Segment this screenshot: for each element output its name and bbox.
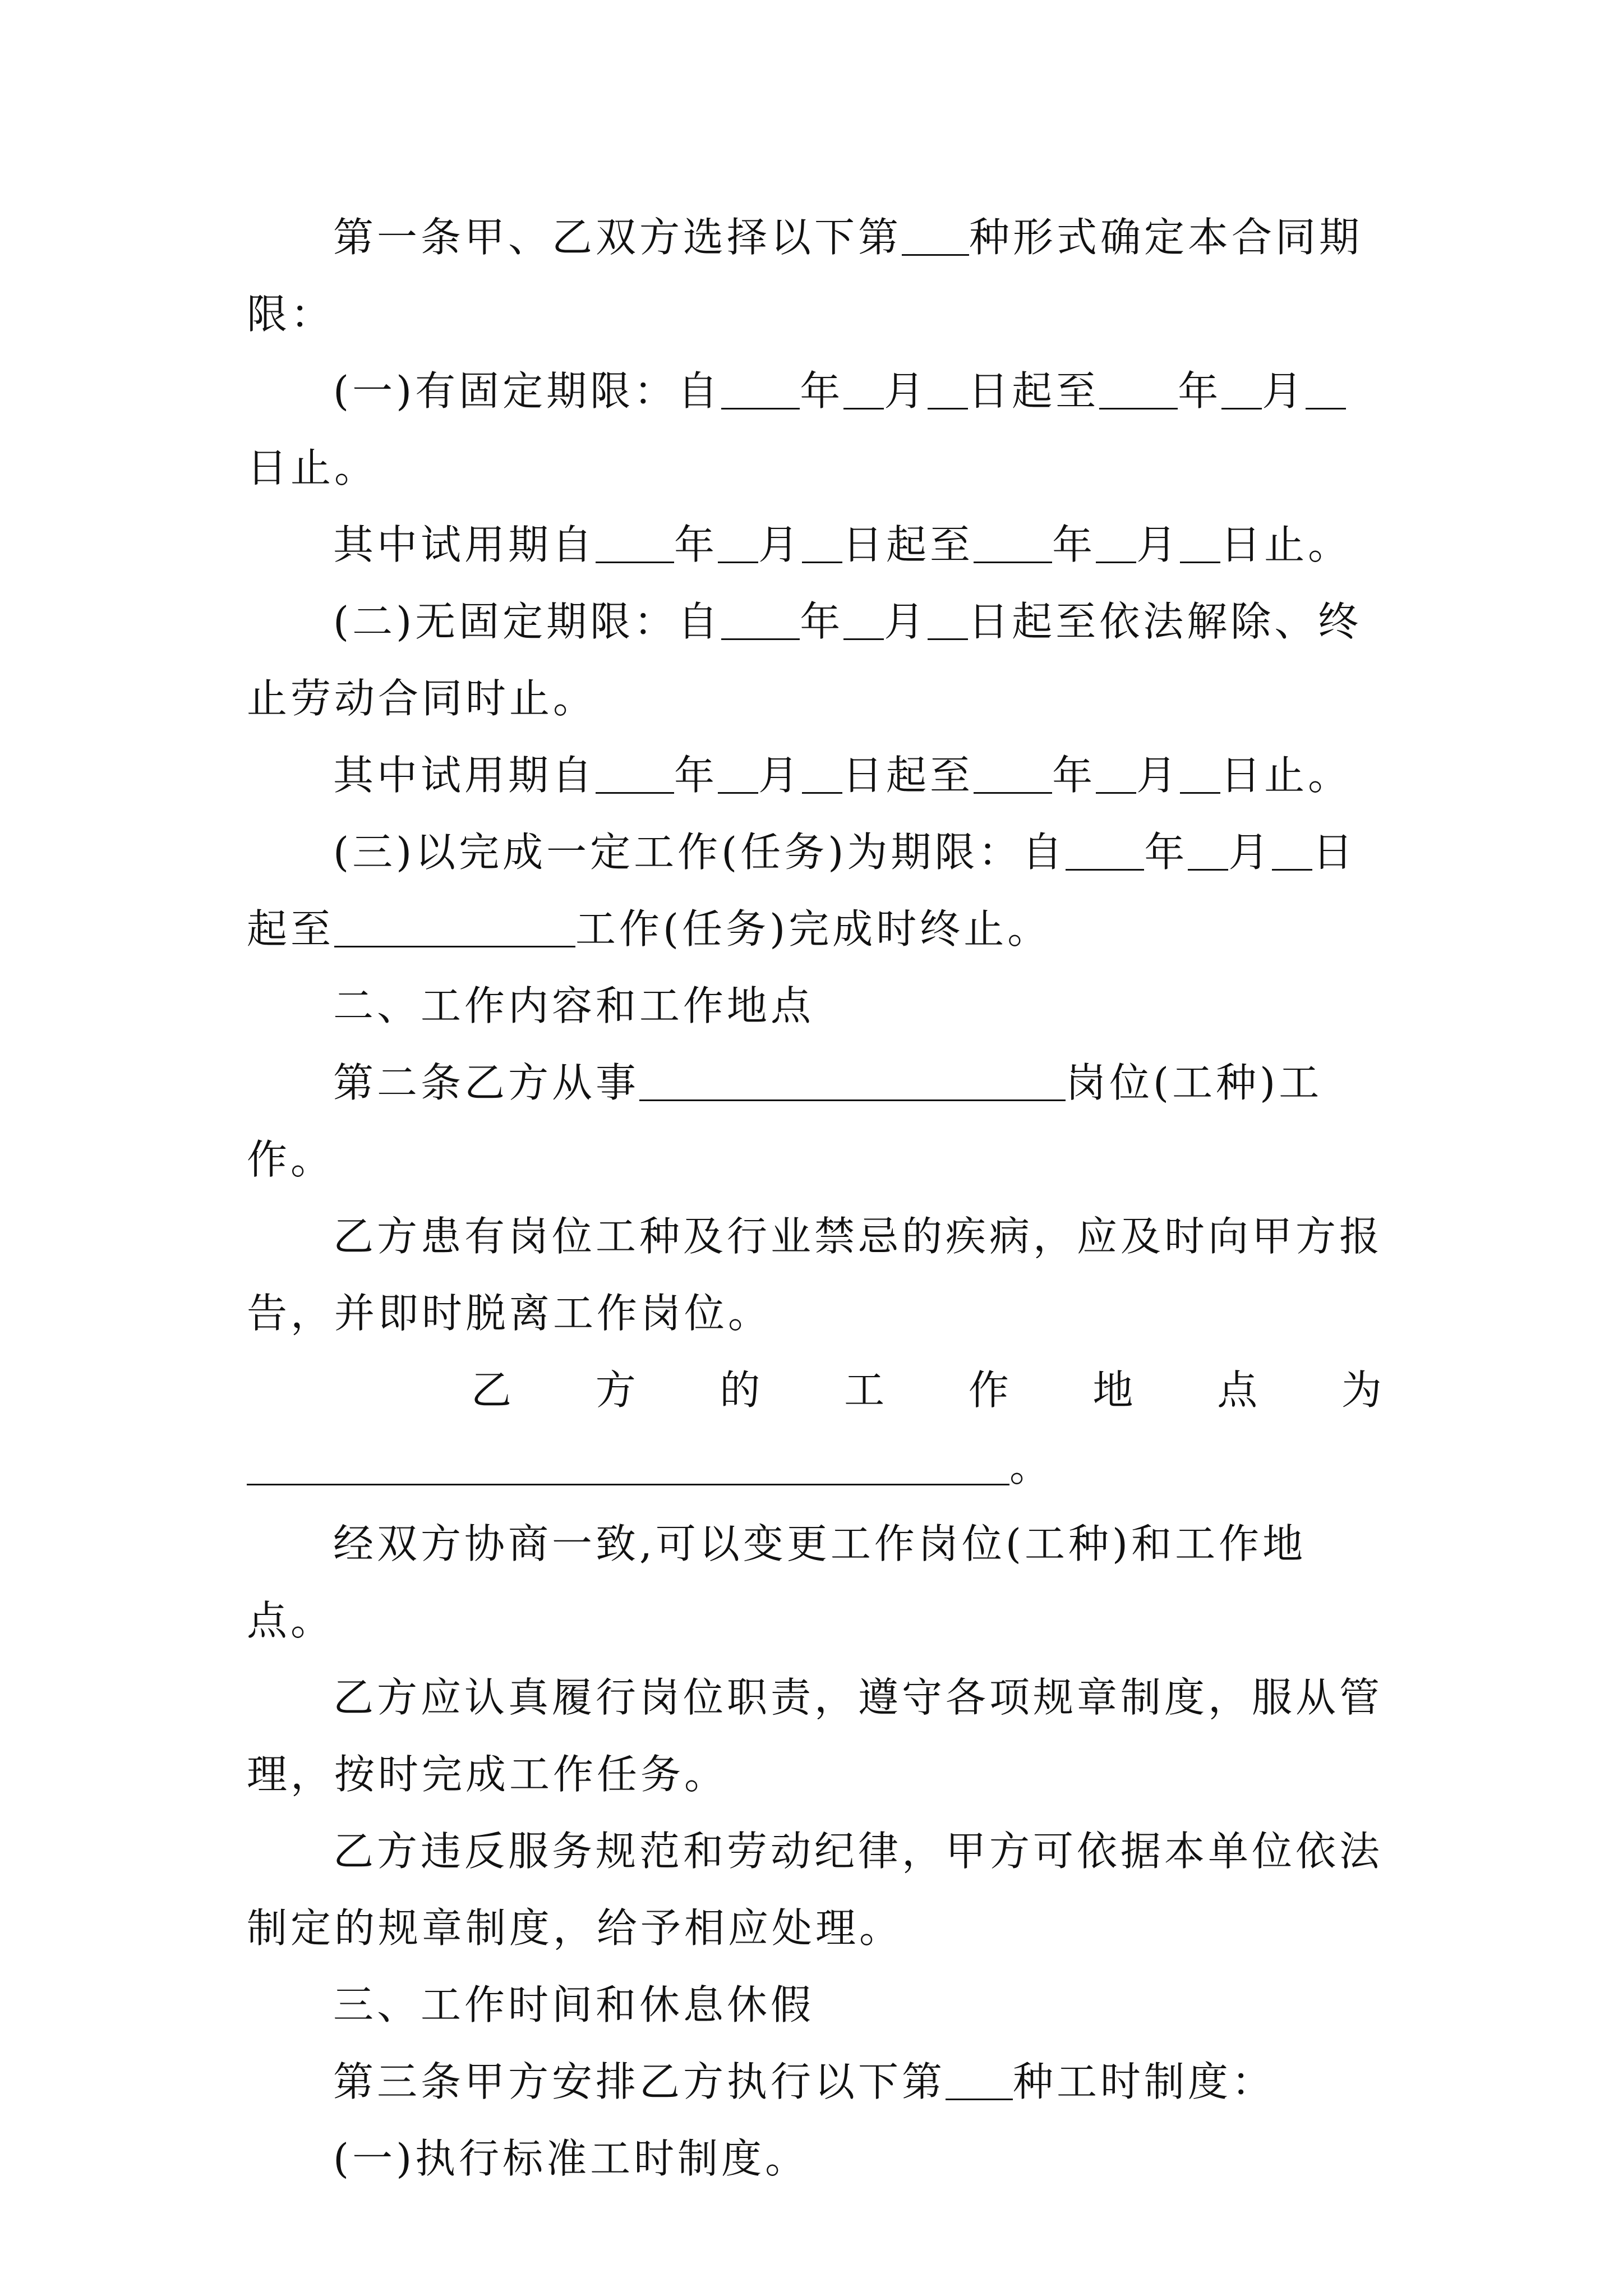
blank-field xyxy=(1221,374,1262,409)
paragraph-disease-report: 乙方患有岗位工种及行业禁忌的疾病，应及时向甲方报告，并即时脱离工作岗位。 xyxy=(247,1213,1384,1337)
blank-field xyxy=(974,758,1052,794)
blank-field xyxy=(1272,835,1312,871)
section-heading-working-hours: 三、工作时间和休息休假 xyxy=(333,1981,815,2028)
paragraph-probation-1: 其中试用期自 年 月 日起至 年 月 日止。 xyxy=(333,521,1352,568)
blank-field xyxy=(1096,758,1136,794)
blank-field xyxy=(721,374,800,409)
blank-field xyxy=(843,374,884,409)
blank-field xyxy=(1306,374,1346,409)
paragraph-article-3: 第三条甲方安排乙方执行以下第 种工时制度： xyxy=(333,2058,1276,2105)
blank-field xyxy=(802,528,842,563)
blank-field xyxy=(247,1450,1009,1485)
paragraph-open-term: (二)无固定期限：自 年 月 日起至依法解除、终止劳动合同时止。 xyxy=(247,598,1362,722)
paragraph-task-term: (三)以完成一定工作(任务)为期限：自 年 月 日起至 工作(任务)完成时终止。 xyxy=(247,829,1357,953)
paragraph-change-by-agreement: 经双方协商一致,可以变更工作岗位(工种)和工作地点。 xyxy=(247,1520,1307,1644)
blank-field xyxy=(1099,374,1178,409)
paragraph-article-1: 第一条甲、乙双方选择以下第 种形式确定本合同期限： xyxy=(247,214,1363,338)
blank-field xyxy=(721,605,800,640)
blank-field xyxy=(946,2065,1013,2100)
blank-field xyxy=(639,1066,1066,1101)
paragraph-work-location xyxy=(247,1352,1385,1506)
blank-field xyxy=(1066,835,1144,871)
paragraph-article-2: 第二条乙方从事 岗位(工种)工作。 xyxy=(247,1059,1323,1183)
work-location-blank-line: 。 xyxy=(247,1429,1385,1506)
blank-field xyxy=(843,605,884,640)
blank-field xyxy=(928,605,968,640)
blank-field xyxy=(928,374,968,409)
blank-field xyxy=(902,220,969,256)
blank-field xyxy=(596,758,674,794)
blank-field xyxy=(1180,528,1220,563)
paragraph-probation-2: 其中试用期自 年 月 日起至 年 月 日止。 xyxy=(333,752,1352,799)
paragraph-discipline: 乙方违反服务规范和劳动纪律，甲方可依据本单位依法制定的规章制度，给予相应处理。 xyxy=(247,1828,1384,1952)
blank-field xyxy=(334,912,575,947)
work-location-spread-line: 乙 方 的 工 作 地 点 为 xyxy=(471,1366,1385,1414)
paragraph-fixed-term: (一)有固定期限：自 年 月 日起至 年 月日止。 xyxy=(247,353,1385,507)
paragraph-duties: 乙方应认真履行岗位职责，遵守各项规章制度，服从管理，按时完成工作任务。 xyxy=(247,1674,1384,1798)
paragraph-standard-hours: (一)执行标准工时制度。 xyxy=(333,2135,809,2182)
blank-field xyxy=(1188,835,1228,871)
blank-field xyxy=(1096,528,1136,563)
section-heading-work-content: 二、工作内容和工作地点 xyxy=(333,982,815,1029)
blank-field xyxy=(718,528,758,563)
document-body xyxy=(247,199,1385,2197)
blank-field xyxy=(974,528,1052,563)
blank-field xyxy=(1180,758,1220,794)
blank-field xyxy=(802,758,842,794)
blank-field xyxy=(718,758,758,794)
blank-field xyxy=(596,528,674,563)
